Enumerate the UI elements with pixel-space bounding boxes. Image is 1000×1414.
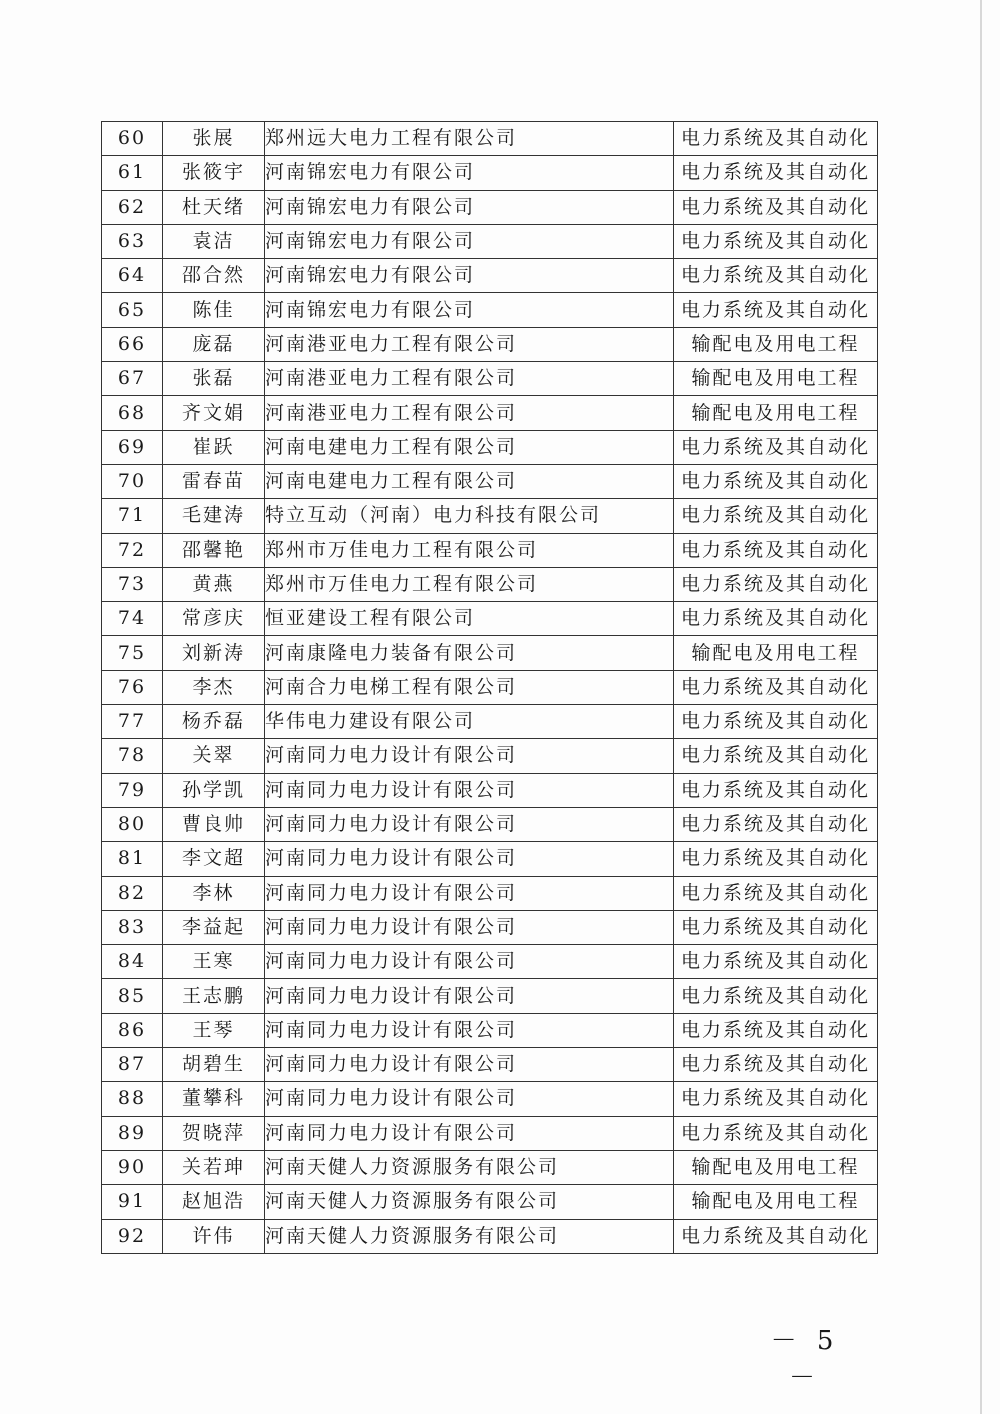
major-cell: 电力系统及其自动化 xyxy=(674,259,878,293)
table-row xyxy=(102,259,878,293)
person-name-cell: 关若珅 xyxy=(163,1150,265,1184)
row-number-cell: 62 xyxy=(102,190,163,224)
major-cell: 电力系统及其自动化 xyxy=(674,602,878,636)
major-cell: 输配电及用电工程 xyxy=(674,362,878,396)
company-name-cell: 河南同力电力设计有限公司 xyxy=(265,979,674,1013)
company-name-cell: 河南天健人力资源服务有限公司 xyxy=(265,1150,674,1184)
company-name-cell: 河南同力电力设计有限公司 xyxy=(265,910,674,944)
major-cell: 输配电及用电工程 xyxy=(674,1150,878,1184)
major-cell: 电力系统及其自动化 xyxy=(674,122,878,156)
person-name-cell: 庞磊 xyxy=(163,327,265,361)
roster-table xyxy=(101,121,878,1254)
page-number: － 5 － xyxy=(770,1326,840,1393)
company-name-cell: 河南锦宏电力有限公司 xyxy=(265,259,674,293)
company-name-cell: 河南同力电力设计有限公司 xyxy=(265,945,674,979)
table-row xyxy=(102,499,878,533)
major-cell: 输配电及用电工程 xyxy=(674,327,878,361)
company-name-cell: 河南电建电力工程有限公司 xyxy=(265,430,674,464)
person-name-cell: 许伟 xyxy=(163,1219,265,1253)
table-row xyxy=(102,293,878,327)
person-name-cell: 关翠 xyxy=(163,739,265,773)
row-number-cell: 79 xyxy=(102,773,163,807)
person-name-cell: 孙学凯 xyxy=(163,773,265,807)
person-name-cell: 王琴 xyxy=(163,1013,265,1047)
company-name-cell: 河南同力电力设计有限公司 xyxy=(265,1082,674,1116)
company-name-cell: 郑州市万佳电力工程有限公司 xyxy=(265,567,674,601)
major-cell: 电力系统及其自动化 xyxy=(674,739,878,773)
major-cell: 电力系统及其自动化 xyxy=(674,1082,878,1116)
table-row xyxy=(102,1185,878,1219)
company-name-cell: 河南锦宏电力有限公司 xyxy=(265,156,674,190)
major-cell: 电力系统及其自动化 xyxy=(674,876,878,910)
table-row xyxy=(102,773,878,807)
table-row xyxy=(102,362,878,396)
company-name-cell: 郑州市万佳电力工程有限公司 xyxy=(265,533,674,567)
person-name-cell: 王寒 xyxy=(163,945,265,979)
table-row xyxy=(102,807,878,841)
table-row xyxy=(102,1048,878,1082)
table-row xyxy=(102,876,878,910)
major-cell: 电力系统及其自动化 xyxy=(674,224,878,258)
company-name-cell: 河南电建电力工程有限公司 xyxy=(265,464,674,498)
table-row xyxy=(102,1013,878,1047)
row-number-cell: 91 xyxy=(102,1185,163,1219)
major-cell: 输配电及用电工程 xyxy=(674,636,878,670)
row-number-cell: 67 xyxy=(102,362,163,396)
person-name-cell: 董攀科 xyxy=(163,1082,265,1116)
company-name-cell: 华伟电力建设有限公司 xyxy=(265,705,674,739)
table-row xyxy=(102,122,878,156)
major-cell: 电力系统及其自动化 xyxy=(674,156,878,190)
major-cell: 电力系统及其自动化 xyxy=(674,533,878,567)
row-number-cell: 69 xyxy=(102,430,163,464)
table-row xyxy=(102,1219,878,1253)
table-row xyxy=(102,533,878,567)
company-name-cell: 河南合力电梯工程有限公司 xyxy=(265,670,674,704)
company-name-cell: 河南同力电力设计有限公司 xyxy=(265,739,674,773)
row-number-cell: 66 xyxy=(102,327,163,361)
company-name-cell: 河南港亚电力工程有限公司 xyxy=(265,362,674,396)
major-cell: 电力系统及其自动化 xyxy=(674,1048,878,1082)
table-row xyxy=(102,430,878,464)
table-row xyxy=(102,636,878,670)
table-row xyxy=(102,979,878,1013)
roster-table-body xyxy=(102,122,878,1254)
company-name-cell: 河南同力电力设计有限公司 xyxy=(265,807,674,841)
table-row xyxy=(102,190,878,224)
table-row xyxy=(102,842,878,876)
row-number-cell: 82 xyxy=(102,876,163,910)
table-row xyxy=(102,705,878,739)
table-row xyxy=(102,1116,878,1150)
table-row xyxy=(102,1150,878,1184)
company-name-cell: 河南同力电力设计有限公司 xyxy=(265,842,674,876)
row-number-cell: 92 xyxy=(102,1219,163,1253)
person-name-cell: 雷春苗 xyxy=(163,464,265,498)
major-cell: 电力系统及其自动化 xyxy=(674,670,878,704)
company-name-cell: 河南同力电力设计有限公司 xyxy=(265,1013,674,1047)
company-name-cell: 河南港亚电力工程有限公司 xyxy=(265,396,674,430)
person-name-cell: 邵合然 xyxy=(163,259,265,293)
row-number-cell: 74 xyxy=(102,602,163,636)
major-cell: 电力系统及其自动化 xyxy=(674,945,878,979)
table-row xyxy=(102,464,878,498)
person-name-cell: 刘新涛 xyxy=(163,636,265,670)
person-name-cell: 杜天绪 xyxy=(163,190,265,224)
major-cell: 电力系统及其自动化 xyxy=(674,293,878,327)
company-name-cell: 恒亚建设工程有限公司 xyxy=(265,602,674,636)
person-name-cell: 李益起 xyxy=(163,910,265,944)
person-name-cell: 李杰 xyxy=(163,670,265,704)
person-name-cell: 崔跃 xyxy=(163,430,265,464)
row-number-cell: 63 xyxy=(102,224,163,258)
major-cell: 电力系统及其自动化 xyxy=(674,464,878,498)
major-cell: 电力系统及其自动化 xyxy=(674,567,878,601)
row-number-cell: 70 xyxy=(102,464,163,498)
person-name-cell: 胡碧生 xyxy=(163,1048,265,1082)
row-number-cell: 60 xyxy=(102,122,163,156)
company-name-cell: 河南同力电力设计有限公司 xyxy=(265,773,674,807)
row-number-cell: 73 xyxy=(102,567,163,601)
person-name-cell: 赵旭浩 xyxy=(163,1185,265,1219)
major-cell: 电力系统及其自动化 xyxy=(674,910,878,944)
person-name-cell: 邵馨艳 xyxy=(163,533,265,567)
major-cell: 电力系统及其自动化 xyxy=(674,430,878,464)
row-number-cell: 72 xyxy=(102,533,163,567)
table-row xyxy=(102,602,878,636)
row-number-cell: 84 xyxy=(102,945,163,979)
person-name-cell: 曹良帅 xyxy=(163,807,265,841)
company-name-cell: 河南锦宏电力有限公司 xyxy=(265,293,674,327)
person-name-cell: 王志鹏 xyxy=(163,979,265,1013)
company-name-cell: 河南锦宏电力有限公司 xyxy=(265,224,674,258)
row-number-cell: 68 xyxy=(102,396,163,430)
person-name-cell: 杨乔磊 xyxy=(163,705,265,739)
major-cell: 电力系统及其自动化 xyxy=(674,1219,878,1253)
row-number-cell: 61 xyxy=(102,156,163,190)
person-name-cell: 李林 xyxy=(163,876,265,910)
company-name-cell: 河南同力电力设计有限公司 xyxy=(265,876,674,910)
row-number-cell: 80 xyxy=(102,807,163,841)
row-number-cell: 71 xyxy=(102,499,163,533)
row-number-cell: 87 xyxy=(102,1048,163,1082)
row-number-cell: 90 xyxy=(102,1150,163,1184)
row-number-cell: 81 xyxy=(102,842,163,876)
company-name-cell: 特立互动（河南）电力科技有限公司 xyxy=(265,499,674,533)
major-cell: 电力系统及其自动化 xyxy=(674,499,878,533)
row-number-cell: 78 xyxy=(102,739,163,773)
table-row xyxy=(102,945,878,979)
scan-edge xyxy=(980,0,982,1414)
person-name-cell: 张展 xyxy=(163,122,265,156)
person-name-cell: 齐文娟 xyxy=(163,396,265,430)
table-row xyxy=(102,670,878,704)
table-row xyxy=(102,327,878,361)
person-name-cell: 黄燕 xyxy=(163,567,265,601)
row-number-cell: 64 xyxy=(102,259,163,293)
row-number-cell: 86 xyxy=(102,1013,163,1047)
row-number-cell: 75 xyxy=(102,636,163,670)
table-row xyxy=(102,224,878,258)
table-row xyxy=(102,567,878,601)
table-row xyxy=(102,156,878,190)
person-name-cell: 陈佳 xyxy=(163,293,265,327)
company-name-cell: 河南锦宏电力有限公司 xyxy=(265,190,674,224)
row-number-cell: 85 xyxy=(102,979,163,1013)
row-number-cell: 89 xyxy=(102,1116,163,1150)
company-name-cell: 河南同力电力设计有限公司 xyxy=(265,1116,674,1150)
major-cell: 电力系统及其自动化 xyxy=(674,842,878,876)
row-number-cell: 77 xyxy=(102,705,163,739)
major-cell: 电力系统及其自动化 xyxy=(674,773,878,807)
major-cell: 电力系统及其自动化 xyxy=(674,705,878,739)
person-name-cell: 李文超 xyxy=(163,842,265,876)
major-cell: 电力系统及其自动化 xyxy=(674,979,878,1013)
company-name-cell: 河南天健人力资源服务有限公司 xyxy=(265,1185,674,1219)
company-name-cell: 河南同力电力设计有限公司 xyxy=(265,1048,674,1082)
row-number-cell: 65 xyxy=(102,293,163,327)
person-name-cell: 毛建涛 xyxy=(163,499,265,533)
person-name-cell: 张磊 xyxy=(163,362,265,396)
major-cell: 电力系统及其自动化 xyxy=(674,190,878,224)
major-cell: 电力系统及其自动化 xyxy=(674,1013,878,1047)
table-row xyxy=(102,1082,878,1116)
person-name-cell: 张筱宇 xyxy=(163,156,265,190)
person-name-cell: 袁洁 xyxy=(163,224,265,258)
company-name-cell: 河南港亚电力工程有限公司 xyxy=(265,327,674,361)
row-number-cell: 76 xyxy=(102,670,163,704)
company-name-cell: 郑州远大电力工程有限公司 xyxy=(265,122,674,156)
major-cell: 输配电及用电工程 xyxy=(674,396,878,430)
table-row xyxy=(102,910,878,944)
major-cell: 电力系统及其自动化 xyxy=(674,807,878,841)
major-cell: 输配电及用电工程 xyxy=(674,1185,878,1219)
table-row xyxy=(102,739,878,773)
person-name-cell: 常彦庆 xyxy=(163,602,265,636)
table-row xyxy=(102,396,878,430)
row-number-cell: 83 xyxy=(102,910,163,944)
company-name-cell: 河南天健人力资源服务有限公司 xyxy=(265,1219,674,1253)
person-name-cell: 贺晓萍 xyxy=(163,1116,265,1150)
company-name-cell: 河南康隆电力装备有限公司 xyxy=(265,636,674,670)
major-cell: 电力系统及其自动化 xyxy=(674,1116,878,1150)
row-number-cell: 88 xyxy=(102,1082,163,1116)
